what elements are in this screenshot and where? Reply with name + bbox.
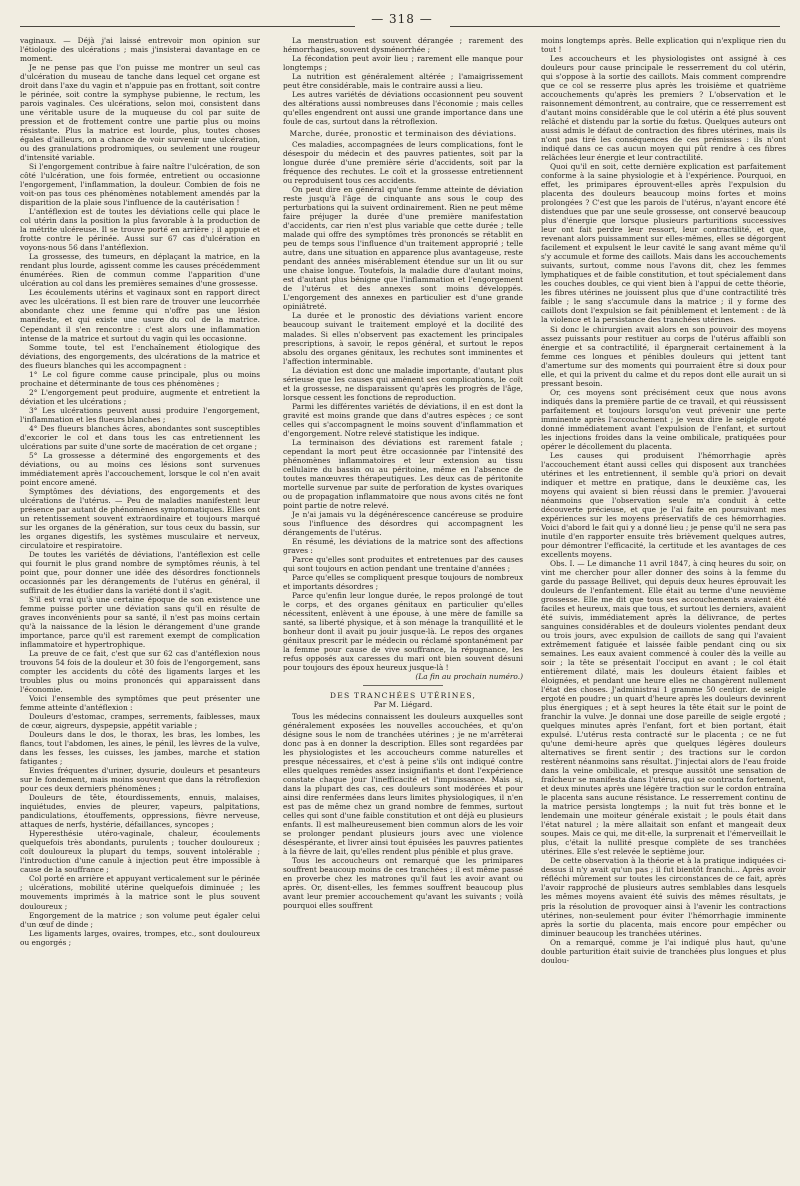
symptom-item: Douleurs d'estomac, crampes, serrements, faiblesses, maux de cœur, aigreurs, dyspepsie, appétit variable ; [20,712,260,731]
observation-paragraph: Obs. I. — Le dimanche 11 avril 1847, à cinq heures du soir, on vint me chercher pour aller donner des soins à la femme du garde du passage Bellivet, qui depuis deux heures éprouvait les douleurs de l'enfantement. Elle était au terme d'une neuvième grossesse. Elle me dit que tous ses accouchements avaient été faciles et heureux, mais que tous, et surtout les derniers, avaient été suivis, immédiatement après la délivrance, de pertes sanguines considérables et de douleurs violentes pendant deux ou trois jours, avec expulsion de caillots de sang qui l'avaient extrêmement fatiguée et laissée faible pendant cinq ou six semaines. Les eaux avaient commencé à couler dès la veille au soir ; la tête se présentait l'occiput en avant ; le col était entièrement dilaté, mais les douleurs étaient faibles et éloignées, et pendant une heure elles ne changèrent nullement l'état des choses. J'administrai 1 gramme 50 centigr. de seigle ergoté en poudre ; un quart d'heure après les douleurs devinrent plus énergiques ; et à sept heures la tête était sur le point de franchir la vulve. Je donnai une dose pareille de seigle ergoté ; quelques minutes après l'enfant, fort et bien portant, était expulsé. L'utérus resta contracté sur le placenta ; ce ne fut qu'une demi-heure après que quelques légères douleurs alternatives se firent sentir ; des tractions sur le cordon restèrent néanmoins sans résultat. J'injectai alors de l'eau froide dans la veine ombilicale, et presque aussitôt une sensation de fraîcheur se manifesta dans l'utérus, qui se contracta fortement, et deux minutes après une légère traction sur le cordon entraîna le placenta sans aucune résistance. Le resserrement continu de la matrice persista longtemps ; la nuit fut très bonne et le lendemain une moiteur générale existait ; le pouls était dans l'état naturel ; la mère allaitait son enfant et mangeait deux soupes. Mais ce qui, me dit-elle, la surprenait et l'émerveillait le plus, c'était la nullité presque complète de ses tranchées utérines. Elle s'est relevée le septième jour. [541,558,786,857]
symptom-item: Envies fréquentes d'uriner, dysurie, douleurs et pesanteurs sur le fondement, mais moins souvent que dans la rétroflexion pour ces deux derniers phénomènes ; [20,766,260,794]
paragraph: Je ne pense pas que l'on puisse me montrer un seul cas d'ulcération du museau de tanche dans lequel cet organe est droit dans l'axe du vagin et n'appuie pas en frottant, soit contre le périnée, soit contre la symphyse pubienne, le rectum, les parois vaginales. Ces ulcérations, selon moi, consistent dans une véritable usure de la muqueuse du col par suite de pression et de frottement contre une partie plus ou moins résistante. Plus la matrice est lourde, plus, toutes choses égales d'ailleurs, on a chance de voir survenir une ulcération, ou des granulations prodromiques, ou seulement une rougeur d'intensité variable. [20,63,260,163]
paragraph: Parce qu'enfin leur longue durée, le repos prolongé de tout le corps, et des organes génitaux en particulier qu'elles nécessitent, enlèvent à une épouse, à une mère de famille sa santé, sa liberté physique, et à son ménage la tranquillité et le bonheur dont il avait pu jouir jusque-là. Le repos des organes génitaux prescrit par le médecin ou réclamé spontanément par la femme pour cause de vive souffrance, la répugnance, les refus opposés aux caresses du mari ont bien souvent désuni pour toujours des époux heureux jusque-là ! [283,590,523,673]
paragraph: Parmi les différentes variétés de déviations, il en est dont la gravité est moins grande que dans d'autres espèces ; ce sont celles qui s'accompagnent le moins souvent d'inflammation et d'engorgement. Notre relevé statistique les indique. [283,401,523,438]
paragraph: La nutrition est généralement altérée ; l'amaigrissement peut être considérable, mais le contraire aussi a lieu. [283,72,523,91]
paragraph: Tous les médecins connaissent les douleurs auxquelles sont généralement exposées les nouvelles accouchées, et qu'on désigne sous le nom de tranchées utérines ; je ne m'arrêterai donc pas à en donner la description. Elles sont regardées par les physiologistes et les accoucheurs comme naturelles et presque nécessaires, et c'est à peine s'ils ont indiqué contre elles quelques remèdes assez insignifiants et dont l'expérience constate chaque jour l'inefficacité et l'impuissance. Mais si, dans la plupart des cas, ces douleurs sont modérées et pour ainsi dire renfermées dans leurs limites physiologiques, il n'en est pas de même chez un grand nombre de femmes, surtout celles qui sont d'une faible constitution et ont déjà eu plusieurs enfants. Il est malheureusement bien commun alors de les voir se prolonger pendant plusieurs jours avec une violence désespérante, et livrer ainsi tout épuisées les pauvres patientes à la fièvre de lait, qu'elles rendent plus pénible et plus grave. [283,712,523,857]
paragraph: Je n'ai jamais vu la dégénérescence cancéreuse se produire sous l'influence des désordres qui accompagnent les dérangements de l'utérus. [283,509,523,537]
article-author: Par M. Liégard. [373,700,433,710]
paragraph: Parce qu'elles sont produites et entretenues par des causes qui sont toujours en action pendant une trentaine d'années ; [283,554,523,573]
list-item: 1° Le col figure comme cause principale, plus ou moins prochaine et déterminante de tous ces phénomènes ; [20,369,260,388]
section-heading-text: Marche, durée, pronostic et terminaison des déviations. [289,129,517,139]
symptom-item: Hyperesthésie utéro-vaginale, chaleur, écoulements quelquefois très abondants, purulents ; toucher douloureux ; coït douloureux la plupart du temps, souvent intolérable ; l'introduction d'une canule à injection peut être impossible à cause de la souffrance ; [20,829,260,875]
paragraph: Somme toute, tel est l'enchaînement étiologique des déviations, des engorgements, des ulcérations de la matrice et des flueurs blanches qui les accompagnent : [20,342,260,370]
article-divider [283,681,523,689]
page-header [0,6,800,28]
paragraph: On a remarqué, comme je l'ai indiqué plus haut, qu'une double parturition était suivie de tranchées plus longues et plus doulou- [541,937,786,965]
paragraph: Tous les accoucheurs ont remarqué que les primipares souffrent beaucoup moins de ces tranchées ; il est même passé en proverbe chez les matrones qu'il faut les avoir avant ou après. Or, disent-elles, les femmes souffrent beaucoup plus avant leur premier accouchement qu'avant les suivants ; voilà pourquoi elles souffrent [283,856,523,911]
column-middle [283,36,523,1176]
paragraph: De toutes les variétés de déviations, l'antéflexion est celle qui fournit le plus grand nombre de symptômes réunis, à tel point que, pour donner une idée des désordres fonctionnels occasionnés par les dérangements de l'utérus en général, il suffirait de les étudier dans la variété dont il s'agit. [20,549,260,595]
paragraph: Ces maladies, accompagnées de leurs complications, font le désespoir du médecin et des pauvres patientes, soit par la longue durée d'une première série d'accidents, soit par la fréquence des rechutes. Le coït et la grossesse entretiennent ou reproduisent tous ces accidents. [283,140,523,186]
paragraph: De cette observation à la théorie et à la pratique indiquées ci-dessus il n'y avait qu'un pas ; il fut bientôt franchi... Après avoir réfléchi mûrement sur toutes les circonstances de ce fait, après l'avoir rapproché de plusieurs autres semblables dans lesquels les mêmes moyens avaient été suivis des mêmes résultats, je pris la résolution de provoquer ainsi à l'avenir les contractions utérines, non-seulement pour éviter l'hémorrhagie imminente après la sortie du placenta, mais encore pour empêcher ou diminuer beaucoup les tranchées utérines. [541,856,786,938]
paragraph: La menstruation est souvent dérangée ; rarement des hémorrhagies, souvent dysménorrhée ; [283,36,523,55]
header-rule-right [450,26,780,27]
symptom-item: Douleurs de tête, étourdissements, ennuis, malaises, inquiétudes, envies de pleurer, vapeurs, palpitations, pandiculations, étouffements, oppressions, fièvre nerveuse, attaques de nerfs, hystérie, défaillances, syncopes ; [20,793,260,830]
paragraph: La preuve de ce fait, c'est que sur 62 cas d'antéflexion nous trouvons 54 fois de la douleur et 30 fois de l'engorgement, sans compter les accidents du côté des ligaments larges et les troubles plus ou moins prononcés qui apparaissent dans l'économie. [20,649,260,695]
symptom-item: Col porté en arrière et appuyant verticalement sur le périnée ; ulcérations, mobilité utérine quelquefois diminuée ; les mouvements imprimés à la matrice sont le plus souvent douloureux ; [20,874,260,911]
paragraph: En résumé, les déviations de la matrice sont des affections graves : [283,536,523,555]
paragraph: Parce qu'elles se compliquent presque toujours de nombreux et importants désordres ; [283,572,523,591]
paragraph: Si l'engorgement contribue à faire naître l'ulcération, de son côté l'ulcération, une fois formée, entretient ou occasionne l'engorgement, l'inflammation, la douleur. Combien de fois ne voit-on pas tous ces phénomènes notablement amendés par la disparition de la plaie sous l'influence de la cautérisation ! [20,162,260,208]
paragraph: La grossesse, des tumeurs, en déplaçant la matrice, en la rendant plus lourde, agissent comme les causes précédemment énumérées. Rien de commun comme l'apparition d'une ulcération au col dans les premières semaines d'une grossesse. [20,252,260,289]
paragraph: Les accoucheurs et les physiologistes ont assigné à ces douleurs pour cause principale le resserrement du col utérin, qui s'oppose à la sortie des caillots. Mais comment comprendre que ce col se resserre plus après les troisième et quatrième accouchements qu'après les premiers ? L'observation et le raisonnement démontrent, au contraire, que ce resserrement est d'autant moins considérable que le col utérin a été plus souvent relâché et distendu par la sortie du fœtus. Quelques auteurs ont aussi admis le défaut de contraction des fibres utérines, mais ils n'ont pas tiré les conséquences de ces prémisses : ils n'ont indiqué dans ce cas aucun moyen qui pût rendre à ces fibres relâchées leur énergie et leur contractilité. [541,54,786,163]
section-heading [283,129,523,138]
header-rule-left [20,26,355,27]
paragraph: La déviation est donc une maladie importante, d'autant plus sérieuse que les causes qui amènent ses complications, le coït et la grossesse, ne disparaissent qu'après les progrès de l'âge, lorsque cessent les fonctions de reproduction. [283,365,523,402]
paragraph: Quoi qu'il en soit, cette dernière explication est parfaitement conforme à la saine physiologie et à l'expérience. Pourquoi, en effet, les primipares éprouvent-elles après l'expulsion du placenta des douleurs beaucoup moins fortes et moins prolongées ? C'est que les parois de l'utérus, n'ayant encore été distendues que par une seule grossesse, ont conservé beaucoup plus d'énergie que lorsque plusieurs parturitions successives leur ont fait perdre leur ressort, leur contractilité, et que, revenant alors puissamment sur elles-mêmes, elles se dégorgent facilement et expulsent le leur cavité le sang avant même qu'il s'y accumule et forme des caillots. Mais dans les accouchements suivants, surtout, comme nous l'avons dit, chez les femmes lymphatiques et de faible constitution, et tout spécialement dans les couches doubles, ce qui vient bien à l'appui de cette théorie, les fibres utérines ne jouissent plus que d'une contractilité très faible ; le sang s'accumule dans la matrice ; il y forme des caillots dont l'expulsion se fait péniblement et lentement : de là la violence et la persistance des tranchées utérines. [541,162,786,325]
paragraph: Voici l'ensemble des symptômes que peut présenter une femme atteinte d'antéflexion : [20,694,260,713]
paragraph: L'antéflexion est de toutes les déviations celle qui place le col utérin dans la position la plus favorable à la production de la métrite ulcéreuse. Il se trouve porté en arrière ; il appuie et frotte contre le périnée. Aussi sur 67 cas d'ulcération en voyons-nous 56 dans l'antéflexion. [20,207,260,253]
page-number: — 318 — [371,12,433,26]
paragraph: moins longtemps après. Belle explication qui n'explique rien du tout ! [541,36,786,55]
paragraph: Or, ces moyens sont précisément ceux que nous avons indiqués dans la première partie de ce travail, et qui réussissent parfaitement et toujours lorsqu'on veut prévenir une perte imminente après l'accouchement ; je veux dire le seigle ergoté donné immédiatement avant l'expulsion de l'enfant, et surtout les injections froides dans la veine ombilicale, pratiquées pour opérer le décollement du placenta. [541,387,786,451]
list-item: 5° La grossesse a déterminé des engorgements et des déviations, ou au moins ces lésions sont survenues immédiatement après l'accouchement, lorsque le col n'en avait point encore amené. [20,450,260,487]
symptom-item: Engorgement de la matrice ; son volume peut égaler celui d'un œuf de dinde ; [20,910,260,929]
paragraph: La fécondation peut avoir lieu ; rarement elle manque pour longtemps ; [283,54,523,73]
paragraph: vaginaux. — Déjà j'ai laissé entrevoir mon opinion sur l'étiologie des ulcérations ; mais j'insisterai davantage en ce moment. [20,36,260,64]
paragraph: La terminaison des déviations est rarement fatale ; cependant la mort peut être occasionnée par l'intensité des phénomènes inflammatoires et leur extension au tissu cellulaire du bassin ou au péritoine, même en l'absence de toutes manœuvres thérapeutiques. Les deux cas de péritonite mortelle survenue par suite de perforation de kystes ovariques ou de propagation inflammatoire que nous avons cités ne font point partie de notre relevé. [283,437,523,510]
column-left [20,36,260,1176]
paragraph: La durée et le pronostic des déviations varient encore beaucoup suivant le traitement employé et la docilité des malades. Si elles n'observent pas exactement les principales prescriptions, à savoir, le repos général, et surtout le repos absolu des organes génitaux, les rechutes sont imminentes et l'affection interminable. [283,311,523,366]
paragraph: Si donc le chirurgien avait alors en son pouvoir des moyens assez puissants pour restituer au corps de l'utérus affaibli son énergie et sa contractilité, il épargnerait certainement à la femme ces longues et pénibles douleurs qui jettent tant d'amertume sur des moments qui pourraient être si doux pour elle, et qui la privent du calme et du repos dont elle aurait un si pressant besoin. [541,324,786,388]
paragraph: Les écoulements utérins et vaginaux sont en rapport direct avec les ulcérations. Il est bien rare de trouver une leucorrhée abondante chez une femme qui n'offre pas une lésion manifeste, et qui existe une usure du col de la matrice. Cependant il s'en rencontre : c'est alors une inflammation intense de la matrice et surtout du vagin qui les occasionne. [20,288,260,343]
paragraph: S'il est vrai qu'à une certaine époque de son existence une femme puisse porter une déviation sans qu'il en résulte de graves inconvénients pour sa santé, il n'est pas moins certain qu'à la naissance de la lésion le dérangement d'une grande importance, parce qu'il est rarement exempt de complication inflammatoire et hypertrophique. [20,594,260,650]
paragraph: Les autres variétés de déviations occasionnent peu souvent des altérations aussi nombreuses dans l'économie ; mais celles qu'elles engendrent ont aussi une grande importance dans une foule de cas, surtout dans la rétroflexion. [283,90,523,127]
list-item: 2° L'engorgement peut produire, augmente et entretient la déviation et les ulcérations ; [20,387,260,406]
paragraph: Les causes qui produisent l'hémorrhagie après l'accouchement étant aussi celles qui disposent aux tranchées utérines et les entretiennent, il semble qu'à priori on devait indiquer et mettre en pratique, dans le deuxième cas, les moyens qui avaient si bien réussi dans le premier. J'avouerai néanmoins que l'observation seule m'a conduit à cette découverte précieuse, et que je l'ai faite en poursuivant mes expériences sur les moyens préservatifs de ces hémorrhagies. Voici d'abord le fait qui y a donné lieu ; je pense qu'il ne sera pas inutile d'en rapporter ensuite très brièvement quelques autres, pour démontrer l'efficacité, la certitude et les avantages de ces excellents moyens. [541,450,786,559]
paragraph: On peut dire en général qu'une femme atteinte de déviation reste jusqu'à l'âge de cinquante ans sous le coup des perturbations qui la suivent ordinairement. Rien ne peut même faire préjuger la durée d'une première manifestation d'accidents, car rien n'est plus variable que cette durée ; telle malade qui offre des symptômes très prononcés se rétablit en peu de temps sous l'influence d'un traitement approprié ; telle autre, dans une situation en apparence plus avantageuse, reste pendant des années misérablement étendue sur un lit ou sur une chaise longue. Toutefois, la maladie dure d'autant moins, est d'autant plus bénigne que l'inflammation et l'engorgement de l'utérus et des annexes sont moins développés. L'engorgement des annexes en particulier est d'une grande opiniâtreté. [283,185,523,312]
symptom-item: Les ligaments larges, ovaires, trompes, etc., sont douloureux ou engorgés ; [20,928,260,947]
list-item: 4° Des flueurs blanches âcres, abondantes sont susceptibles d'excorier le col et dans tous les cas entretiennent les ulcérations par suite d'une sorte de macération de cet organe ; [20,423,260,451]
article-title: DES TRANCHÉES UTÉRINES, [329,691,477,701]
list-item: 3° Les ulcérations peuvent aussi produire l'engorgement, l'inflammation et les flueurs blanches ; [20,405,260,424]
symptom-item: Douleurs dans le dos, le thorax, les bras, les lombes, les flancs, tout l'abdomen, les aines, le pénil, les lèvres de la vulve, dans les fesses, les cuisses, les jambes, marche et station fatigantes ; [20,730,260,767]
paragraph: Symptômes des déviations, des engorgements et des ulcérations de l'utérus. — Peu de maladies manifestent leur présence par autant de phénomènes symptomatiques. Elles ont un retentissement souvent extraordinaire et toujours marqué sur les organes de la génération, sur tous ceux du bassin, sur les organes digestifs, les systèmes musculaire et nerveux, circulatoire et respiratoire. [20,486,260,550]
column-right [541,36,786,1176]
continuation-note: (La fin au prochain numéro.) [415,672,523,682]
